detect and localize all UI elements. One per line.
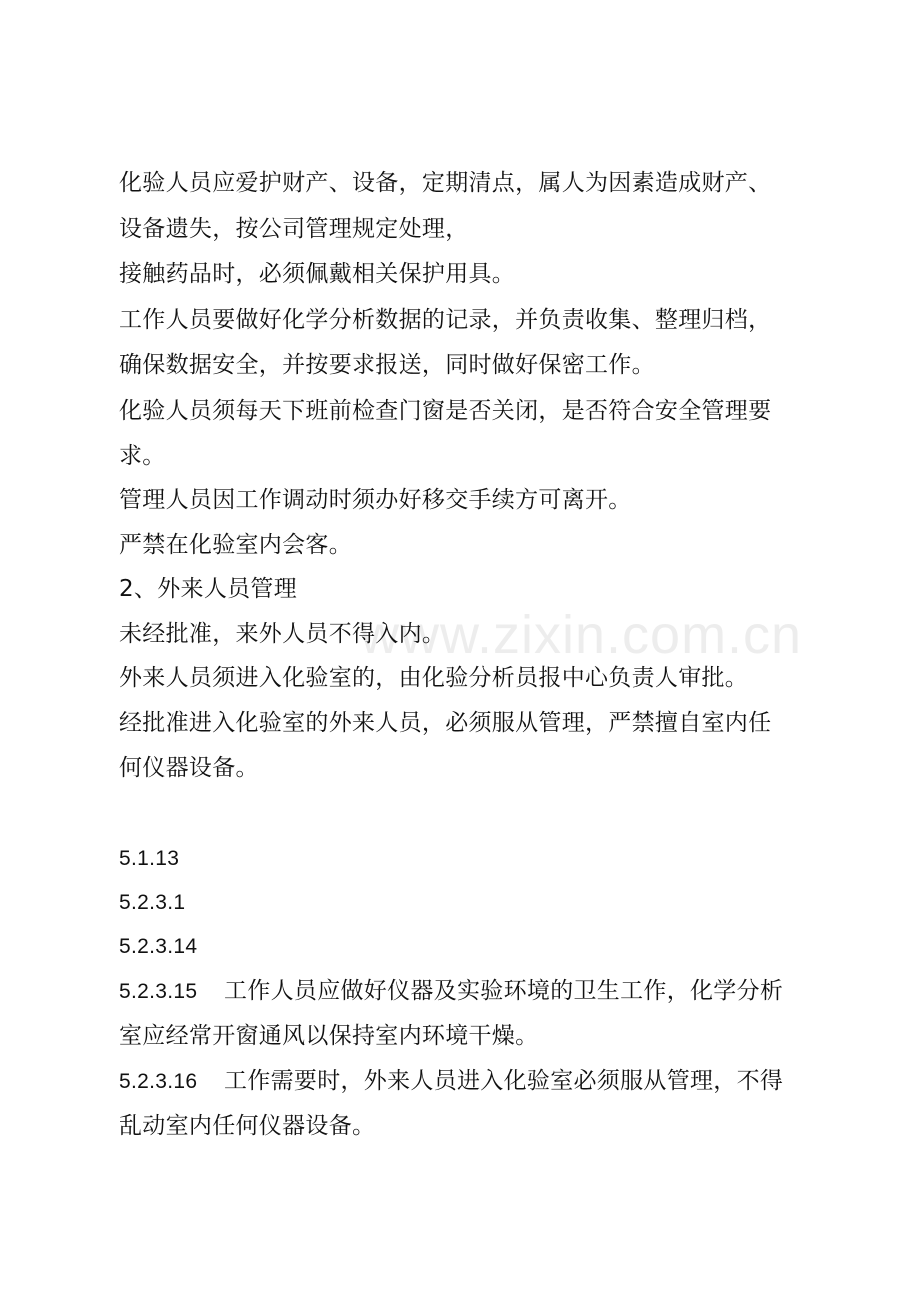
text-line: 何仪器设备。 (119, 755, 259, 781)
clause (119, 976, 783, 1007)
text-line: 未经批准，来外人员不得入内。 (119, 621, 446, 647)
clause-number-text: 5.2.3.15 (119, 980, 198, 1003)
text-line: 乱动室内任何仪器设备。 (119, 1113, 376, 1139)
text-line: 设备遗失，按公司管理规定处理， (119, 216, 469, 242)
clause-number (119, 887, 185, 918)
clause-number (119, 843, 179, 874)
clause-number-text: 5.2.3.1 (119, 891, 186, 914)
text-line: 管理人员因工作调动时须办好移交手续方可离开。 (119, 487, 632, 513)
text-line: 经批准进入化验室的外来人员，必须服从管理，严禁擅自室内任 (119, 710, 772, 736)
watermark: www.zixin.com.cn (360, 605, 803, 665)
clause-number-text: 5.1.13 (119, 847, 180, 870)
text-line: 外来人员须进入化验室的，由化验分析员报中心负责人审批。 (119, 665, 749, 691)
text-line: 室应经常开窗通风以保持室内环境干燥。 (119, 1023, 539, 1049)
text-line: 严禁在化验室内会客。 (119, 532, 352, 558)
text-line: 接触药品时，必须佩戴相关保护用具。 (119, 261, 516, 287)
text-line: 确保数据安全，并按要求报送，同时做好保密工作。 (119, 352, 655, 378)
clause (119, 1066, 783, 1097)
section-heading: 2、外来人员管理 (119, 576, 298, 602)
clause-text: 工作人员应做好仪器及实验环境的卫生工作，化学分析 (224, 978, 784, 1004)
clause-text: 工作需要时，外来人员进入化验室必须服从管理，不得 (224, 1068, 784, 1094)
clause-number (119, 931, 197, 962)
clause-number-text: 5.2.3.16 (119, 1070, 198, 1093)
text-line: 工作人员要做好化学分析数据的记录，并负责收集、整理归档， (119, 307, 772, 333)
text-line: 化验人员应爱护财产、设备，定期清点，属人为因素造成财产、 (119, 170, 772, 196)
text-line: 化验人员须每天下班前检查门窗是否关闭，是否符合安全管理要 (119, 398, 772, 424)
clause-number-text: 5.2.3.14 (119, 935, 198, 958)
text-line: 求。 (119, 443, 166, 469)
